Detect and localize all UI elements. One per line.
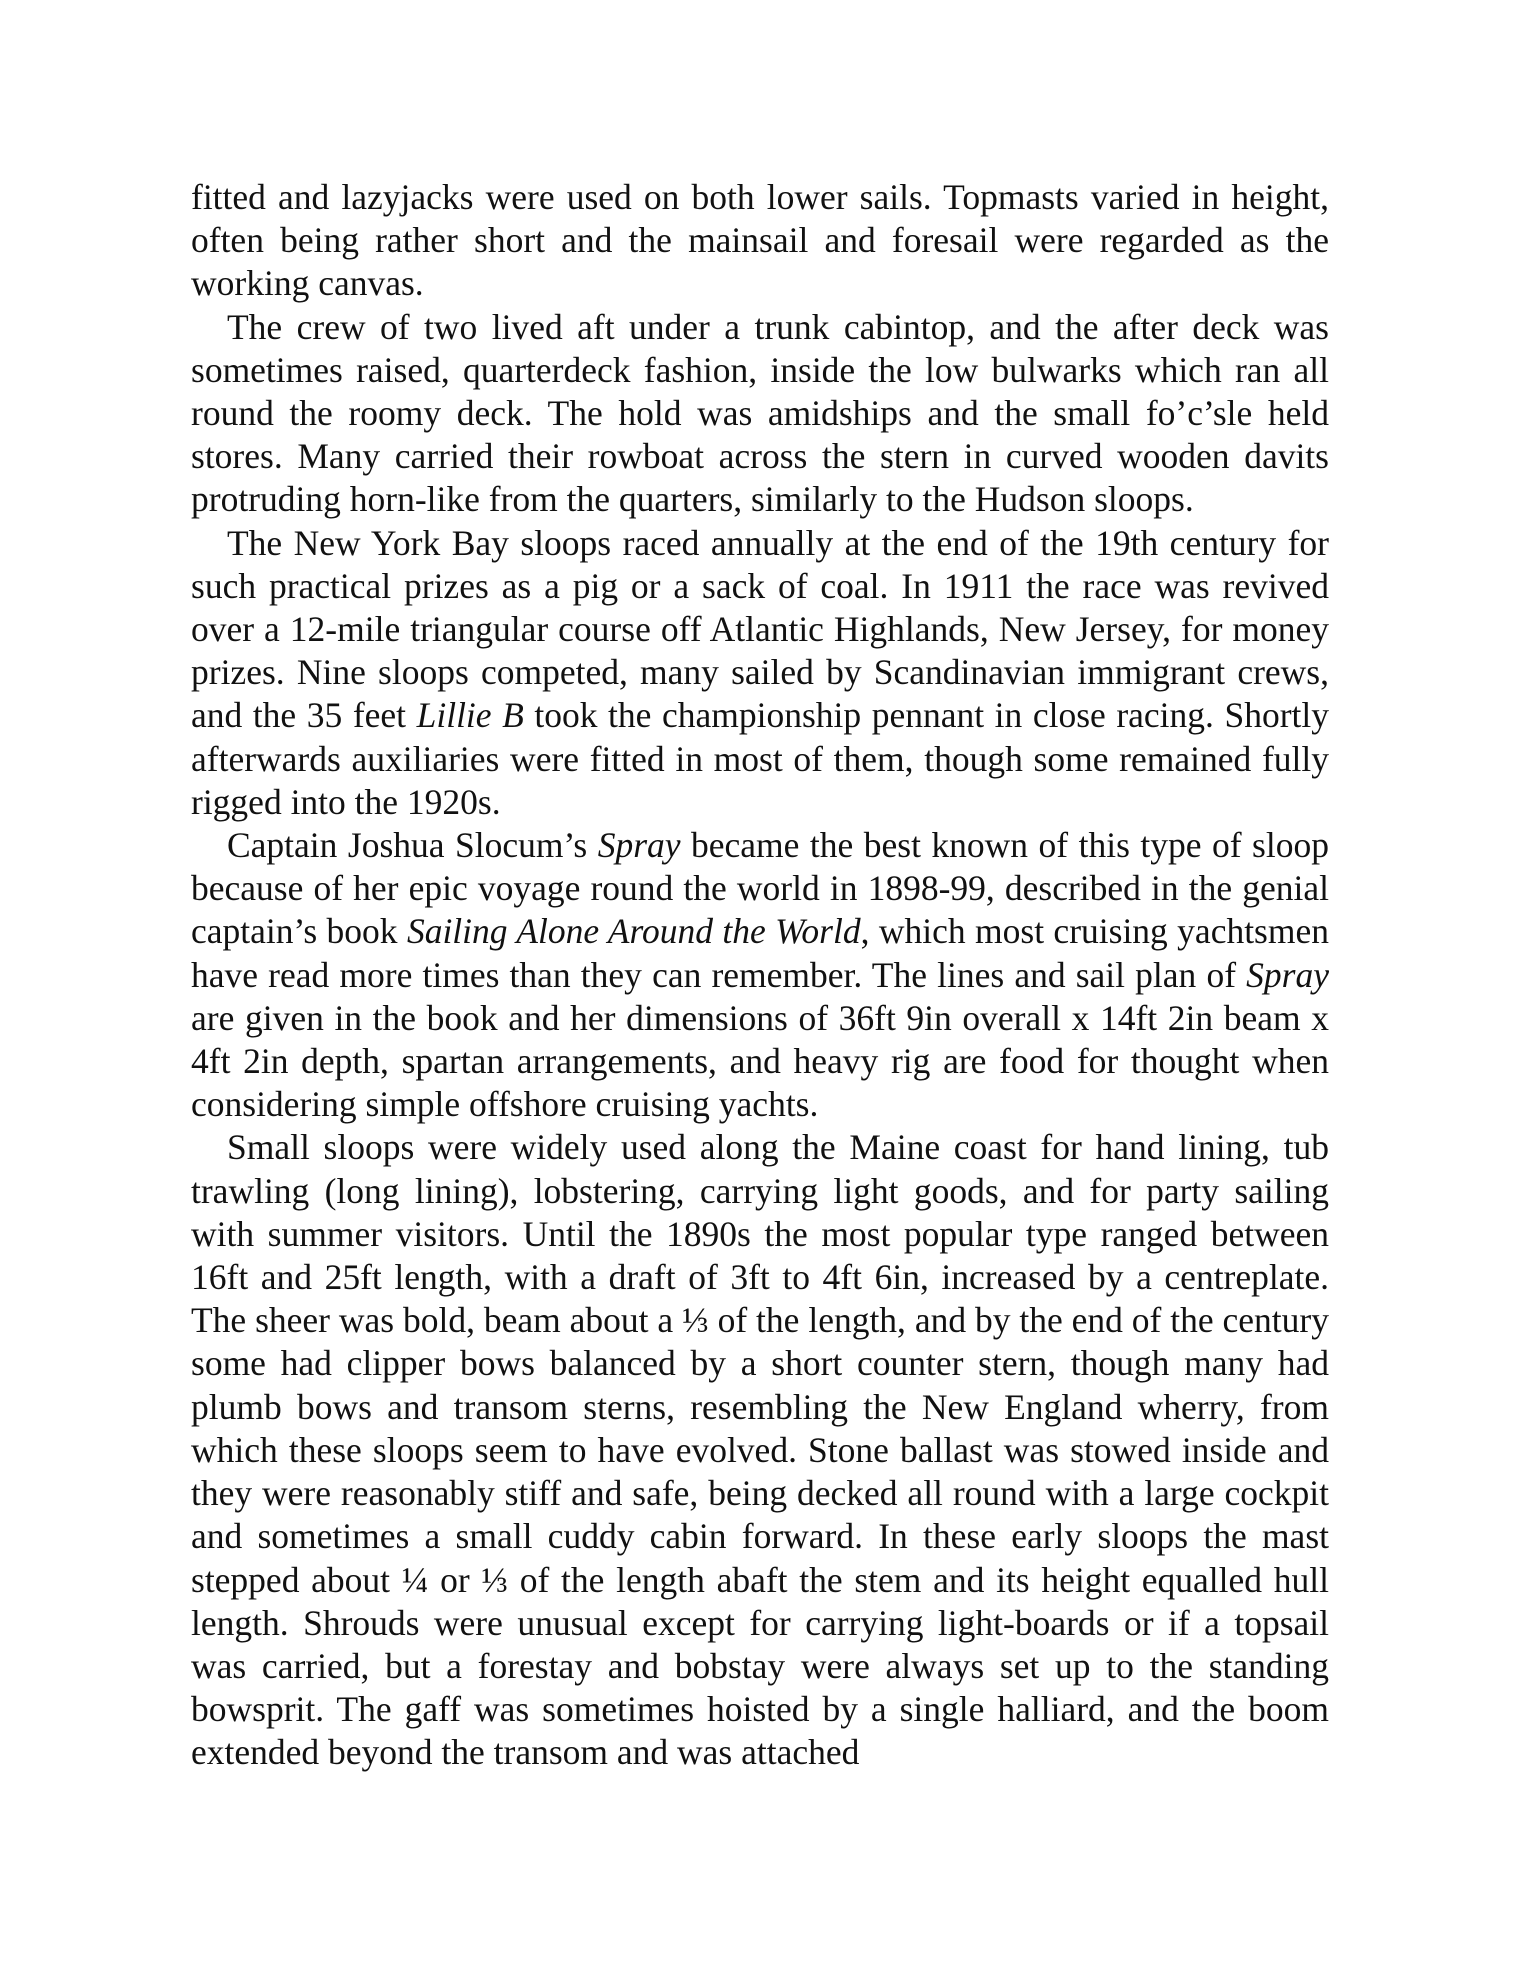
text-segment: , which most cruising yachtsmen have read more times than they can remember. The lines and sail plan of (191, 911, 1329, 995)
text-segment: took the championship pennant in close racing. Shortly afterwards auxiliaries were fitted in most of them, though some remained fully rigged into the 1920s. (191, 695, 1330, 822)
italic-vessel-name: Lillie B (416, 695, 524, 736)
text-segment: became the best known of this type of sloop because of her epic voyage round the world in 1898-99, described in the genial captain’s book (191, 825, 1329, 952)
paragraph-maine-sloops (191, 1126, 1329, 1774)
italic-vessel-name: Spray (597, 825, 681, 866)
text-segment: Small sloops were widely used along the Maine coast for hand lining, tub trawling (long lining), lobstering, carrying light goods, and for party sailing with summer visitors. Until the 1890s the most popular type ranged between 16ft and 25ft length, with a draft of 3ft to 4ft 6in, increased by a centreplate. The sheer was bold, beam about a ⅓ of the length, and by the end of the century some had clipper bows balanced by a short counter stern, though many had plumb bows and transom sterns, resembling the New England wherry, from which these sloops seem to have evolved. Stone ballast was stowed inside and they were reasonably stiff and safe, being decked all round with a large cockpit and sometimes a small cuddy cabin forward. In these early sloops the mast stepped about ¼ or ⅓ of the length abaft the stem and its height equalled hull length. Shrouds were unusual except for carrying light-boards or if a topsail was carried, but a forestay and bobstay were always set up to the standing bowsprit. The gaff was sometimes hoisted by a single halliard, and the boom extended beyond the transom and was attached (191, 1127, 1329, 1773)
text-segment: are given in the book and her dimensions of 36ft 9in overall x 14ft 2in beam x 4ft 2in depth, spartan arrangements, and heavy rig are food for thought when considering simple offshore cruising yachts. (191, 997, 1329, 1125)
text-segment: The New York Bay sloops raced annually at the end of the 19th century for such practical prizes as a pig or a sack of coal. In 1911 the race was revived over a 12-mile triangular course off Atlantic Highlands, New Jersey, for money prizes. Nine sloops competed, many sailed by Scandinavian immigrant crews, and the 35 feet (191, 522, 1329, 736)
text-segment: The crew of two lived aft under a trunk cabintop, and the after deck was sometimes raised, quarterdeck fashion, inside the low bulwarks which ran all round the roomy deck. The hold was amidships and the small fo’c’sle held stores. Many carried their rowboat across the stern in curved wooden davits protruding horn-like from the quarters, similarly to the Hudson sloops. (191, 306, 1329, 520)
text-segment: Captain Joshua Slocum’s (227, 825, 598, 866)
text-segment: fitted and lazyjacks were used on both lower sails. Topmasts varied in height, often being rather short and the mainsail and foresail were regarded as the working canvas. (191, 177, 1329, 304)
italic-book-title: Sailing Alone Around the World (406, 911, 861, 952)
page-body (191, 176, 1329, 1775)
paragraph-new-york-bay-racing (191, 522, 1329, 824)
paragraph-slocum-spray (191, 824, 1329, 1126)
paragraph-rigging-continuation (191, 176, 1329, 306)
paragraph-crew-accommodation (191, 306, 1329, 522)
italic-vessel-name: Spray (1246, 954, 1329, 995)
